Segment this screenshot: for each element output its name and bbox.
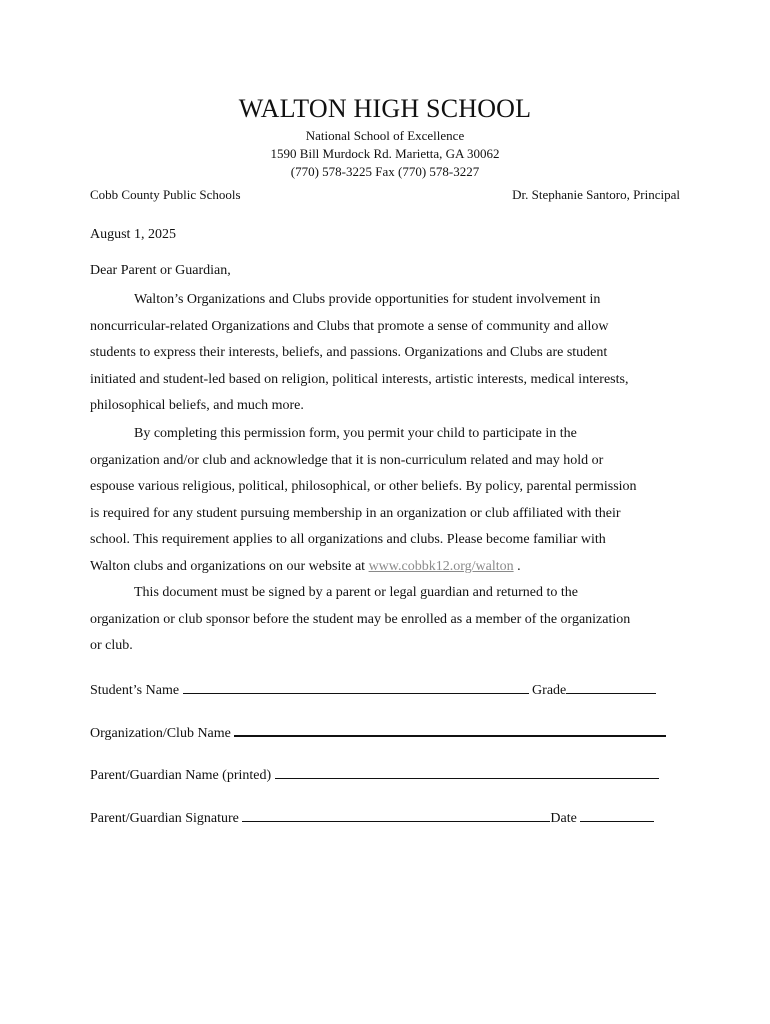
signature-label: Parent/Guardian Signature (90, 811, 239, 826)
paragraph-line: students to express their interests, beliefs, and passions. Organizations and Clubs are student (90, 345, 608, 361)
school-address: 1590 Bill Murdock Rd. Marietta, GA 30062 (270, 146, 500, 161)
club-name-row (90, 721, 690, 744)
guardian-name-field[interactable] (275, 764, 659, 779)
date-label: Date (550, 811, 577, 826)
paragraph-line: noncurricular-related Organizations and Clubs that promote a sense of community and allow (90, 318, 609, 334)
club-name-field[interactable] (234, 721, 666, 737)
student-name-row (90, 679, 690, 701)
grade-label: Grade (532, 683, 567, 698)
grade-field[interactable] (566, 679, 656, 694)
paragraph-line: organization and/or club and acknowledge that it is non-curriculum related and may hold or (90, 452, 604, 468)
website-suffix: . (513, 558, 521, 574)
student-name-label: Student’s Name (90, 683, 180, 698)
paragraph-line: initiated and student-led based on religion, political interests, artistic interests, medical interests, (90, 371, 629, 387)
school-phone-fax: (770) 578-3225 Fax (770) 578-3227 (290, 164, 480, 179)
paragraph-line: school. This requirement applies to all organizations and clubs. Please become familiar with (90, 532, 606, 548)
paragraph-line: organization or club sponsor before the student may be enrolled as a member of the organization (90, 611, 631, 627)
school-name: WALTON HIGH SCHOOL (238, 94, 532, 123)
district-name: Cobb County Public Schools (90, 187, 241, 202)
guardian-name-row (90, 764, 690, 786)
paragraph-3 (90, 580, 690, 660)
website-prefix: Walton clubs and organizations on our website at (90, 558, 369, 574)
paragraph-line: By completing this permission form, you permit your child to participate in the (134, 426, 577, 441)
paragraph-line: espouse various religious, political, philosophical, or other beliefs. By policy, parental permission (90, 479, 637, 495)
paragraph-1 (90, 287, 690, 420)
paragraph-line: is required for any student pursuing membership in an organization or club affiliated with their (90, 505, 621, 521)
principal-name: Dr. Stephanie Santoro, Principal (512, 187, 680, 202)
date-field[interactable] (580, 807, 654, 822)
student-name-field[interactable] (183, 679, 529, 694)
school-tagline: National School of Excellence (305, 128, 465, 143)
paragraph-line: philosophical beliefs, and much more. (90, 398, 304, 414)
paragraph-line: or club. (90, 638, 133, 654)
signature-field[interactable] (242, 807, 550, 822)
club-name-label: Organization/Club Name (90, 726, 231, 741)
guardian-name-label: Parent/Guardian Name (printed) (90, 768, 272, 783)
signature-row (90, 807, 690, 829)
paragraph-line: This document must be signed by a parent or legal guardian and returned to the (134, 585, 578, 600)
paragraph-line (90, 554, 690, 581)
salutation: Dear Parent or Guardian, (90, 263, 231, 278)
paragraph-line: Walton’s Organizations and Clubs provide opportunities for student involvement in (134, 292, 601, 307)
letter-date: August 1, 2025 (90, 227, 176, 242)
website-link[interactable]: www.cobbk12.org/walton (368, 558, 514, 574)
paragraph-2 (90, 421, 690, 581)
